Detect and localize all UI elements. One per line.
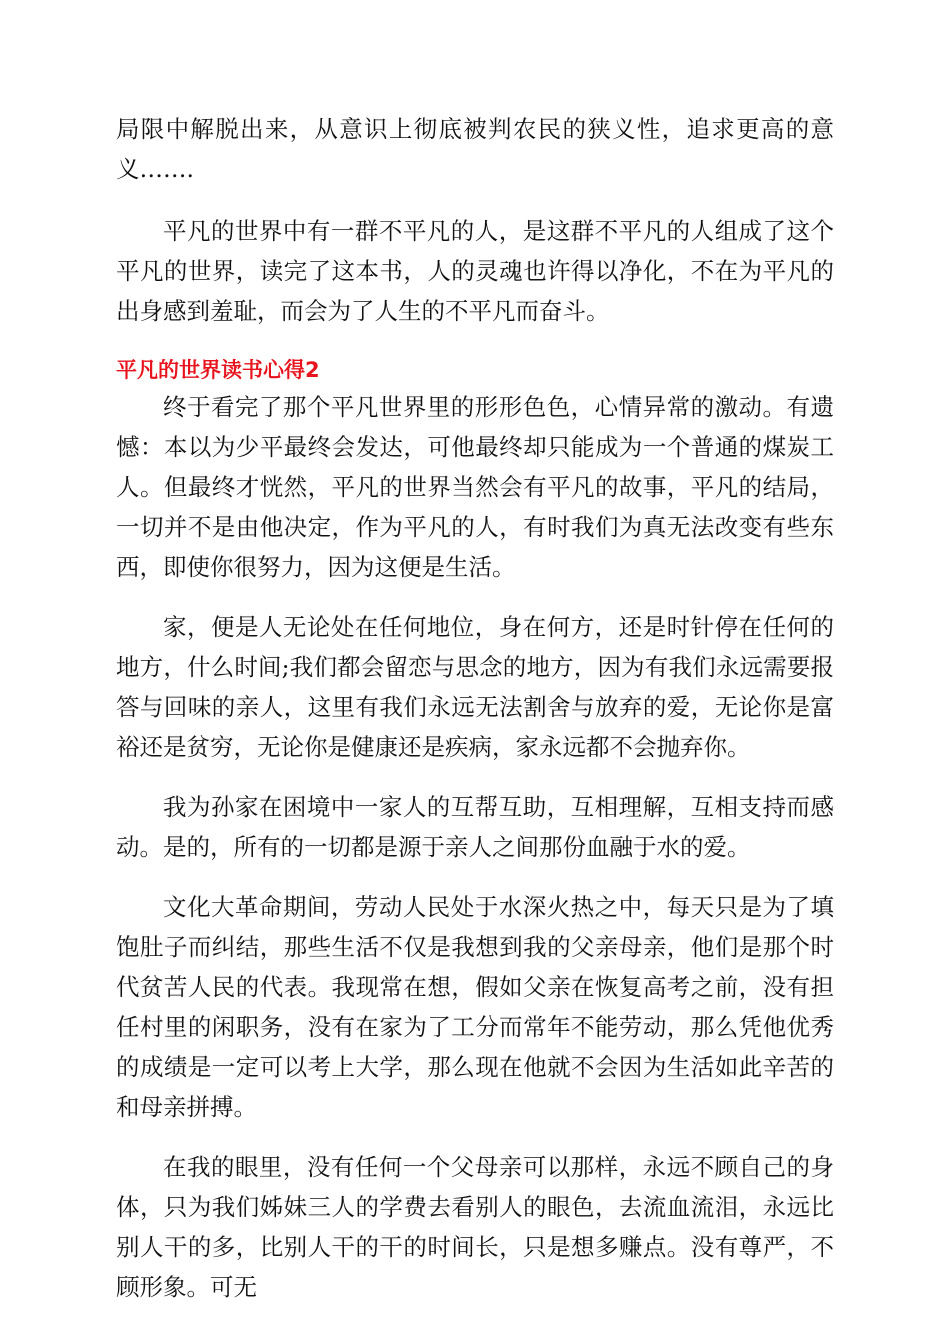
document-page: [116, 109, 834, 1307]
paragraph: 我为孙家在困境中一家人的互帮互助，互相理解，互相支持而感动。是的，所有的一切都是源于亲人之间那份血融于水的爱。: [116, 793, 834, 861]
paragraph: 文化大革命期间，劳动人民处于水深火热之中，每天只是为了填饱肚子而纠结，那些生活不仅是我想到我的父亲母亲，他们是那个时代贫苦人民的代表。我现常在想，假如父亲在恢复高考之前，没有担任村里的闲职务，没有在家为了工分而常年不能劳动，那么凭他优秀的成绩是一定可以考上大学，那么现在他就不会因为生活如此辛苦的和母亲拼搏。: [116, 893, 834, 1121]
paragraph: 终于看完了那个平凡世界里的形形色色，心情异常的激动。有遗憾：本以为少平最终会发达，可他最终却只能成为一个普通的煤炭工人。但最终才恍然，平凡的世界当然会有平凡的故事，平凡的结局，一切并不是由他决定，作为平凡的人，有时我们为真无法改变有些东西，即使你很努力，因为这便是生活。: [116, 393, 834, 581]
paragraph-continuation: 局限中解脱出来，从意识上彻底被判农民的狭义性，追求更高的意义…….: [116, 115, 834, 183]
paragraph: 平凡的世界中有一群不平凡的人，是这群不平凡的人组成了这个平凡的世界，读完了这本书，人的灵魂也许得以净化，不在为平凡的出身感到羞耻，而会为了人生的不平凡而奋斗。: [116, 217, 834, 325]
section-heading: 平凡的世界读书心得2: [116, 358, 320, 382]
paragraph: 在我的眼里，没有任何一个父母亲可以那样，永远不顾自己的身体，只为我们姊妹三人的学费去看别人的眼色，去流血流泪，永远比别人干的多，比别人干的干的时间长，只是想多赚点。没有尊严，不顾形象。可无: [116, 1153, 834, 1301]
paragraph: 家，便是人无论处在任何地位，身在何方，还是时针停在任何的地方，什么时间;我们都会留恋与思念的地方，因为有我们永远需要报答与回味的亲人，这里有我们永远无法割舍与放弃的爱，无论你是富裕还是贫穷，无论你是健康还是疾病，家永远都不会抛弃你。: [116, 613, 834, 761]
